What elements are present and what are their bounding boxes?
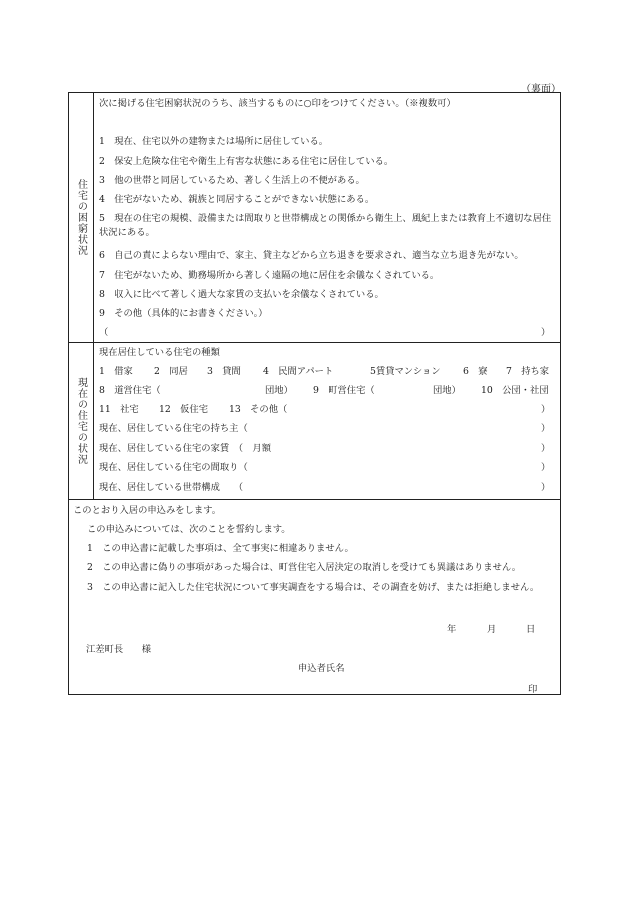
- hardship-item-6[interactable]: 6 自己の責によらない理由で、家主、貸主などから立ち退きを要求され、適当な立ち退き先がない。: [99, 250, 524, 261]
- housing-hardship-label: 住宅の困窮状況: [75, 179, 87, 256]
- hardship-instruction: 次に掲げる住宅困窮状況のうち、該当するものに○印をつけてください。（※複数可）: [99, 98, 456, 109]
- type-dormitory[interactable]: 6 寮: [463, 366, 488, 377]
- household-paren-close: ）: [541, 482, 551, 493]
- hardship-item-9[interactable]: 9 その他（具体的にお書きください。）: [99, 308, 268, 319]
- prefectural-housing-suffix: 団地）: [265, 385, 293, 396]
- pledge-item-1: 1 この申込書に記載した事項は、全て事実に相違ありません。: [87, 543, 354, 554]
- hardship-item-8[interactable]: 8 収入に比べて著しく過大な家賃の支払いを余儀なくされている。: [99, 289, 384, 300]
- type-prefectural-housing[interactable]: 8 道営住宅（: [99, 385, 161, 396]
- application-statement: このとおり入居の申込みをします。: [73, 505, 222, 516]
- type-rental-mansion[interactable]: 5賃貸マンション: [370, 366, 441, 377]
- rent-field-label: 現在、居住している住宅の家賃 （ 月額: [99, 443, 271, 454]
- date-day[interactable]: 日: [526, 624, 536, 635]
- town-housing-suffix: 団地）: [433, 385, 461, 396]
- hardship-item-3[interactable]: 3 他の世帯と同居しているため、著しく生活上の不便がある。: [99, 175, 365, 186]
- rent-paren-close: ）: [541, 443, 551, 454]
- current-housing-label: 現在の住宅の状況: [75, 376, 87, 465]
- household-field-label: 現在、居住している世帯構成 （: [99, 482, 244, 493]
- pledge-intro: この申込みについては、次のことを誓約します。: [87, 524, 291, 535]
- hardship-item-5[interactable]: 5 現在の住宅の規模、設備または間取りと世帯構成との関係から衛生上、風紀上または教育上不適切な居住状況にある。: [99, 213, 552, 238]
- owner-field-label: 現在、居住している住宅の持ち主（: [99, 423, 248, 434]
- pledge-item-3: 3 この申込書に記入した住宅状況について事実調査をする場合は、その調査を妨げ、または拒絶しません。: [87, 582, 540, 593]
- housing-type-heading: 現在居住している住宅の種類: [99, 347, 220, 358]
- type-rented-room[interactable]: 3 貸間: [207, 366, 241, 377]
- owner-paren-close: ）: [541, 423, 551, 434]
- hardship-item-1[interactable]: 1 現在、住宅以外の建物または場所に居住している。: [99, 136, 329, 147]
- layout-paren-close: ）: [541, 462, 551, 473]
- other-paren-open: （: [99, 327, 109, 338]
- application-form: [68, 92, 561, 695]
- label-column-divider: [93, 93, 94, 499]
- section-divider: [69, 342, 560, 343]
- other-type-paren-close: ）: [541, 404, 551, 415]
- layout-field-label: 現在、居住している住宅の間取り（: [99, 462, 248, 473]
- type-rented-house[interactable]: 1 借家: [99, 366, 133, 377]
- date-month[interactable]: 月: [487, 624, 497, 635]
- date-year[interactable]: 年: [447, 624, 457, 635]
- other-paren-close: ）: [541, 327, 551, 338]
- addressee: 江差町長 様: [86, 644, 152, 655]
- applicant-name-label[interactable]: 申込者氏名: [298, 663, 345, 674]
- seal-mark: 印: [528, 684, 538, 695]
- section-divider: [69, 499, 560, 500]
- type-town-housing[interactable]: 9 町営住宅（: [313, 385, 375, 396]
- type-private-apartment[interactable]: 4 民間アパート: [263, 366, 334, 377]
- hardship-item-7[interactable]: 7 住宅がないため、勤務場所から著しく遠隔の地に居住を余儀なくされている。: [99, 270, 440, 281]
- hardship-item-4[interactable]: 4 住宅がないため、親族と同居することができない状態にある。: [99, 194, 375, 205]
- type-other[interactable]: 13 その他（: [229, 404, 288, 415]
- type-company-housing[interactable]: 11 社宅: [99, 404, 139, 415]
- type-temporary-housing[interactable]: 12 仮住宅: [159, 404, 209, 415]
- hardship-item-2[interactable]: 2 保安上危険な住宅や衛生上有害な状態にある住宅に居住している。: [99, 156, 394, 167]
- type-owned-house[interactable]: 7 持ち家: [506, 366, 550, 377]
- page-side-label: （裏面）: [521, 84, 561, 95]
- type-cohabiting[interactable]: 2 同居: [154, 366, 188, 377]
- pledge-item-2: 2 この申込書に偽りの事項があった場合は、町営住宅入居決定の取消しを受けても異議はありません。: [87, 562, 522, 573]
- type-public-corporation[interactable]: 10 公団・社団: [481, 385, 549, 396]
